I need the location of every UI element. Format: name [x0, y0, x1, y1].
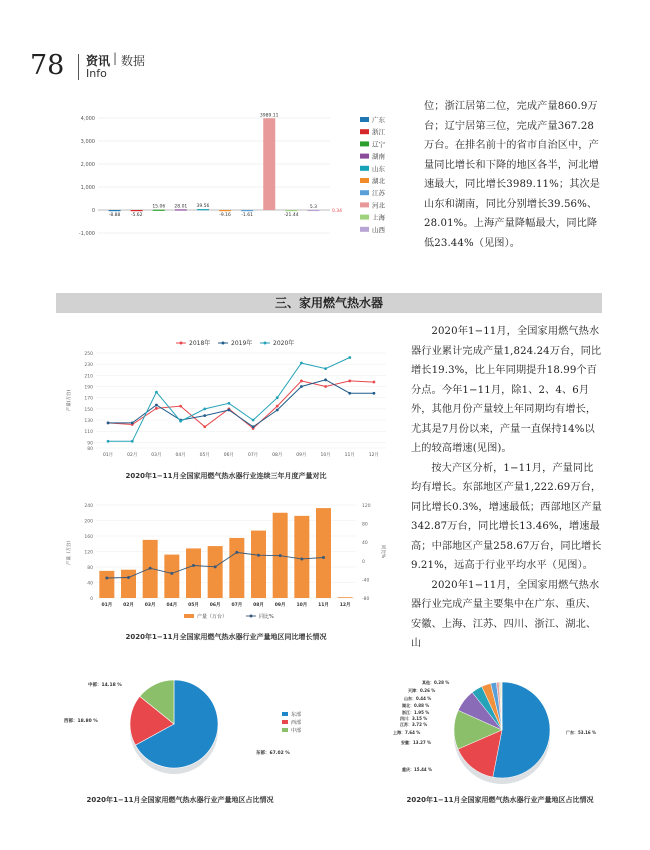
series-line-2018年: [108, 381, 374, 429]
data-point: [300, 362, 303, 365]
bar-湖南: [175, 209, 187, 210]
x-tick-label: 04月: [175, 453, 186, 458]
data-point: [203, 425, 206, 428]
y2-tick-label: 40: [362, 541, 368, 547]
province-growth-chart: [70, 108, 405, 248]
legend-label: 中部: [291, 728, 302, 734]
bar-value-label: -5.62: [130, 213, 143, 218]
slice-label: 重庆：15.44 %: [402, 767, 433, 772]
data-point: [228, 402, 231, 405]
legend-marker: [264, 342, 267, 345]
bar-广东: [109, 210, 121, 211]
legend-label: 湖北: [372, 177, 385, 185]
legend-swatch: [360, 202, 369, 207]
x-tick-label: 07月: [247, 453, 259, 458]
legend-label: 辽宁: [372, 140, 385, 149]
bar-value-label: 3989.11: [259, 113, 279, 119]
extra-value-label: 0.34: [332, 209, 343, 214]
legend-label: 山西: [372, 225, 385, 234]
data-point: [276, 396, 279, 399]
header-divider: [78, 54, 79, 80]
growth-point: [300, 557, 303, 560]
bar-辽宁: [153, 210, 165, 211]
bar-02月: [121, 570, 136, 598]
bar-06月: [208, 546, 223, 598]
text-right: [411, 322, 603, 654]
section-sub-label: 数据: [121, 54, 146, 68]
y-tick-label: 3,000: [80, 139, 95, 145]
slice-label: 湖北：0.88 %: [402, 703, 430, 708]
legend-swatch: [360, 129, 369, 134]
legend-label: 东部: [291, 712, 302, 718]
x-tick-label: 09月: [274, 603, 286, 608]
page-number: 78: [30, 50, 65, 81]
y-axis-label: 产量（万台）: [67, 538, 72, 565]
legend-marker: [250, 615, 253, 618]
bar-05月: [186, 548, 201, 598]
x-tick-label: 06月: [209, 603, 221, 608]
x-tick-label: 11月: [318, 603, 329, 608]
x-tick-label: 01月: [101, 603, 113, 608]
x-tick-label: 08月: [272, 453, 283, 458]
y-tick-label: 160: [84, 535, 93, 540]
y-tick-label: 110: [84, 430, 93, 436]
bar-江苏: [241, 210, 253, 211]
legend-marker: [180, 342, 183, 345]
x-tick-label: 04月: [166, 603, 178, 608]
data-point: [107, 440, 110, 443]
data-point: [348, 392, 351, 395]
section-label-cn: 资讯: [86, 54, 111, 68]
data-point: [373, 381, 376, 384]
bar-value-label: -21.44: [284, 213, 299, 218]
legend-label: 2018年: [189, 340, 211, 347]
data-point: [252, 425, 255, 428]
x-tick-label: 03月: [151, 453, 162, 458]
legend-swatch: [360, 141, 369, 146]
bar-value-label: 28.01: [174, 204, 188, 210]
growth-point: [257, 554, 260, 557]
growth-point: [214, 565, 217, 568]
data-point: [348, 380, 351, 383]
y-tick-label: 190: [84, 385, 93, 391]
y-tick-label: 200: [84, 519, 93, 525]
chart2-caption: 2020年1−11月全国家用燃气热水器行业连续三年月度产量对比: [125, 472, 327, 480]
data-point: [155, 407, 158, 410]
province-share-pie: [390, 660, 610, 790]
legend-label: 河北: [372, 201, 385, 210]
data-point: [324, 367, 327, 370]
bar-value-label: -1.61: [241, 213, 253, 218]
legend-label: 江苏: [372, 189, 385, 198]
data-point: [324, 378, 327, 381]
slice-label: 其他：0.28 %: [422, 680, 450, 685]
x-tick-label: 03月: [144, 603, 156, 608]
chart3-caption: 2020年1−11月全国家用燃气热水器行业产量地区同比增长情况: [125, 633, 327, 641]
y2-tick-label: -80: [362, 597, 370, 602]
legend-swatch: [282, 728, 288, 732]
x-tick-label: 10月: [296, 603, 308, 608]
monthly-comparison-chart: [56, 333, 396, 463]
y-tick-label: 80: [87, 566, 93, 571]
x-tick-label: 02月: [127, 453, 138, 458]
x-tick-label: 06月: [223, 453, 235, 458]
section-label-en: Info: [86, 67, 107, 80]
section-title-band: [56, 293, 602, 313]
chart4-caption: 2020年1−11月全国家用燃气热水器行业产量地区占比情况: [86, 796, 274, 804]
x-tick-label: 01月: [102, 453, 114, 458]
bar-山东: [197, 209, 209, 210]
legend-swatch: [282, 712, 288, 716]
y-tick-label: 90: [87, 441, 93, 447]
growth-point: [279, 554, 282, 557]
data-point: [276, 405, 279, 408]
slice-label: 中部：14.18 %: [88, 683, 122, 688]
y-tick-label: 4,000: [80, 116, 95, 122]
y-tick-label: 0: [91, 208, 95, 214]
legend-label: 广东: [372, 116, 385, 124]
legend-label: 西部: [291, 720, 302, 726]
y-axis-label: 产量(万台): [67, 389, 72, 412]
monthly-growth-chart: [56, 490, 396, 620]
data-point: [228, 409, 231, 412]
data-point: [300, 385, 303, 388]
bar-value-label: 15.06: [152, 204, 166, 210]
y-tick-label: 240: [84, 504, 93, 509]
x-tick-label: 10月: [320, 453, 331, 458]
legend-swatch: [360, 215, 369, 220]
slice-label: 江苏：3.72 %: [400, 722, 428, 727]
data-point: [373, 392, 376, 395]
legend-swatch: [360, 178, 369, 183]
growth-point: [322, 556, 325, 559]
slice-label: 四川：3.15 %: [400, 716, 428, 721]
bar-10月: [294, 516, 309, 598]
legend-label: 浙江: [372, 128, 385, 137]
data-point: [155, 404, 158, 407]
legend-label: 产量（万台）: [197, 614, 228, 620]
legend-swatch: [360, 190, 369, 195]
slice-label: 山东：0.44 %: [404, 696, 432, 701]
legend-label: 山东: [372, 164, 385, 173]
growth-point: [170, 572, 173, 575]
y-tick-label: 210: [84, 374, 93, 380]
bar-河北: [263, 118, 275, 210]
slice-label: 安徽：13.27 %: [401, 740, 432, 745]
x-tick-label: 05月: [199, 453, 210, 458]
bar-value-label: -8.88: [108, 213, 121, 218]
bar-01月: [99, 571, 114, 598]
bar-浙江: [131, 210, 143, 211]
legend-label: 2019年: [231, 340, 253, 347]
legend-label: 同比%: [259, 614, 274, 620]
legend-swatch: [360, 166, 369, 171]
x-tick-label: 09月: [296, 453, 307, 458]
bar-04月: [164, 555, 179, 598]
bar-07月: [229, 538, 244, 598]
y-tick-label: 250: [84, 352, 93, 357]
y2-tick-label: 80: [362, 522, 368, 528]
bar-value-label: 39.56: [196, 204, 210, 210]
y-tick-label: 40: [87, 581, 93, 587]
x-tick-label: 11月: [344, 453, 355, 458]
y-tick-label: 1,000: [80, 185, 95, 191]
growth-point: [192, 564, 195, 567]
bar-湖北: [219, 210, 231, 211]
legend-marker: [222, 342, 225, 345]
legend-swatch: [360, 117, 369, 122]
legend-swatch: [184, 614, 194, 618]
slice-label: 天津：0.26 %: [408, 688, 436, 693]
legend-swatch: [360, 154, 369, 159]
y-tick-label: 80: [87, 447, 93, 452]
data-point: [276, 409, 279, 412]
data-point: [131, 421, 134, 424]
data-point: [155, 391, 158, 394]
region-share-pie: [56, 672, 316, 784]
header-separator: |: [113, 51, 118, 65]
legend-swatch: [360, 227, 369, 232]
data-point: [300, 380, 303, 383]
y-tick-label: 230: [84, 363, 93, 369]
legend-label: 2020年: [273, 340, 295, 347]
series-line-2019年: [108, 380, 374, 427]
data-point: [179, 420, 182, 423]
slice-label: 东部：67.02 %: [256, 751, 290, 756]
bar-上海: [285, 210, 297, 211]
chart5-caption: 2020年1−11月全国家用燃气热水器行业产量地区占比情况: [406, 796, 594, 804]
y2-tick-label: 120: [362, 504, 371, 509]
data-point: [324, 385, 327, 388]
y-tick-label: 150: [84, 407, 93, 413]
x-tick-label: 07月: [231, 603, 243, 608]
x-tick-label: 12月: [339, 603, 351, 608]
slice-label: 浙江：1.95 %: [402, 710, 430, 715]
bar-山西: [307, 210, 319, 211]
y-tick-label: 120: [84, 550, 93, 556]
y-tick-label: 130: [84, 419, 93, 425]
slice-label: 上海：7.64 %: [393, 730, 421, 735]
data-point: [203, 414, 206, 417]
y-tick-label: 0: [90, 597, 93, 602]
growth-point: [149, 567, 152, 570]
legend-label: 湖南: [372, 152, 385, 161]
growth-point: [127, 576, 130, 579]
paragraph-2: 按大产区分析，1−11月，产量同比均有增长。东部地区产量1,222.69万台，同比增长0.3%，增速最低；西部地区产量342.87万台，同比增长13.46%，增速最高；中部地区产量258.67万台，同比增长9.21%，远高于行业平均水平（见图）。: [411, 462, 602, 571]
data-point: [179, 405, 182, 408]
series-line-2020年: [108, 358, 350, 442]
slice-label: 西部：18.80 %: [64, 719, 98, 724]
text-top: 位；浙江居第二位，完成产量860.9万台；辽宁居第三位，完成产量367.28万台。在排名前十的省市自治区中，产量同比增长和下降的地区各半，河北增速最大，同比增长3989.11%；其次是山东和湖南，同比分别增长39.56%、28.01%。上海产量降幅最大，同比降低23.44%（见图）。: [424, 101, 601, 249]
y2-axis-label: 同比%: [380, 544, 385, 559]
data-point: [252, 419, 255, 422]
x-tick-label: 05月: [188, 603, 199, 608]
y-tick-label: 170: [84, 396, 93, 402]
y2-tick-label: 0: [362, 559, 365, 565]
bar-value-label: -9.16: [219, 213, 231, 218]
bar-08月: [251, 531, 266, 598]
growth-point: [235, 551, 238, 554]
bar-11月: [316, 508, 331, 598]
data-point: [107, 421, 110, 424]
paragraph-3: 2020年1−11月，全国家用燃气热水器行业完成产量主要集中在广东、重庆、安徽、上海、江苏、四川、浙江、湖北、山: [411, 579, 600, 649]
x-tick-label: 08月: [253, 603, 264, 608]
paragraph-1: 2020年1−11月，全国家用燃气热水器行业累计完成产量1,824.24万台，同比增长19.3%，比上年同期提升18.99个百分点。今年1−11月，除1、2、4、6月外，其他月份产量较上年同期均有增长，尤其是7月份以来，产量一直保持14%以上的较高增速(见图)。: [411, 326, 602, 454]
slice-label: 广东：53.16 %: [566, 730, 597, 735]
x-tick-label: 12月: [368, 453, 380, 458]
bar-value-label: 5.3: [309, 204, 318, 210]
y2-tick-label: -40: [362, 578, 370, 584]
x-tick-label: 02月: [123, 603, 134, 608]
section-title: 三、家用燃气热水器: [274, 296, 383, 310]
data-point: [131, 440, 134, 443]
data-point: [348, 356, 351, 359]
y-tick-label: 2,000: [80, 162, 95, 168]
bar-12月: [338, 597, 353, 598]
y-tick-label: -1,000: [78, 231, 95, 237]
growth-point: [105, 577, 108, 580]
data-point: [203, 407, 206, 410]
legend-swatch: [282, 720, 288, 724]
legend-label: 上海: [372, 213, 385, 222]
